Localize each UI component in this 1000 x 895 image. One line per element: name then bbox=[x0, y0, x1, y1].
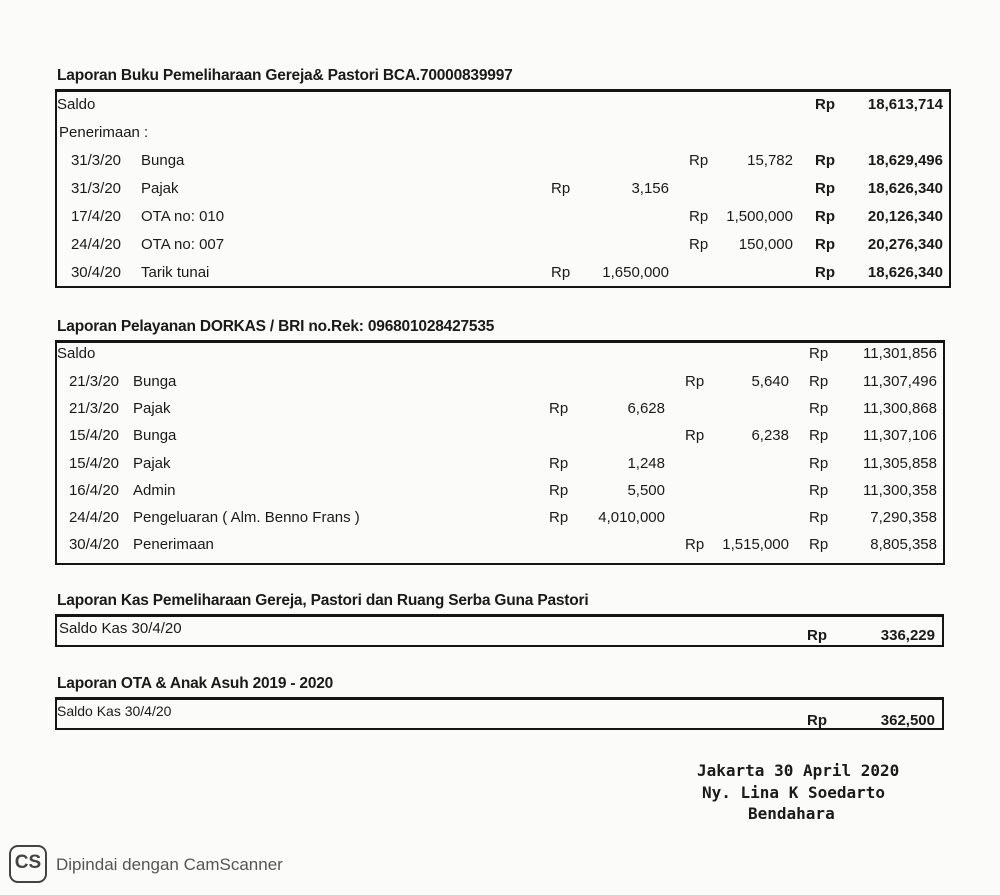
signature-role: Bendahara bbox=[748, 804, 835, 823]
credit-currency-cell: Rp bbox=[685, 427, 705, 445]
balance-currency-cell: Rp bbox=[809, 509, 829, 526]
debit-amount-cell: 3,156 bbox=[631, 180, 669, 197]
description-cell: Admin bbox=[133, 481, 176, 499]
table-row bbox=[57, 208, 949, 235]
balance-amount-cell: 7,290,358 bbox=[870, 509, 937, 526]
credit-currency-cell: Rp bbox=[689, 152, 709, 169]
debit-amount-cell: 1,248 bbox=[627, 454, 665, 472]
section1-saldo-row bbox=[57, 96, 949, 123]
description-cell: Pajak bbox=[141, 180, 179, 197]
table-row bbox=[57, 427, 943, 454]
table-row bbox=[57, 455, 943, 482]
credit-currency-cell: Rp bbox=[689, 236, 709, 253]
saldo-currency: Rp bbox=[809, 345, 829, 362]
section4-table bbox=[55, 697, 944, 730]
balance-amount-cell: 18,629,496 bbox=[867, 152, 943, 169]
date-cell: 15/4/20 bbox=[68, 427, 119, 445]
saldo-currency: Rp bbox=[807, 627, 827, 644]
debit-currency-cell: Rp bbox=[549, 481, 569, 499]
balance-amount-cell: 18,626,340 bbox=[867, 180, 943, 197]
table-row bbox=[57, 236, 949, 263]
section3-saldo-row bbox=[57, 620, 942, 647]
balance-amount-cell: 18,626,340 bbox=[867, 264, 943, 281]
signature-name: Ny. Lina K Soedarto bbox=[702, 783, 886, 802]
table-row bbox=[57, 536, 943, 563]
description-cell: Pengeluaran ( Alm. Benno Frans ) bbox=[133, 509, 360, 526]
debit-amount-cell: 5,500 bbox=[627, 481, 665, 499]
balance-currency-cell: Rp bbox=[815, 180, 835, 197]
description-cell: Pajak bbox=[133, 400, 171, 418]
description-cell: Tarik tunai bbox=[141, 264, 210, 281]
saldo-currency: Rp bbox=[815, 96, 835, 113]
date-cell: 24/4/20 bbox=[68, 509, 119, 526]
section2-table bbox=[55, 340, 945, 565]
debit-currency-cell: Rp bbox=[549, 509, 569, 526]
section1-table bbox=[55, 89, 951, 288]
balance-currency-cell: Rp bbox=[809, 400, 829, 418]
camscanner-watermark: Dipindai dengan CamScanner bbox=[56, 855, 283, 874]
section2-title: Laporan Pelayanan DORKAS / BRI no.Rek: 096801028427535 bbox=[57, 318, 495, 335]
saldo-kas-label: Saldo Kas 30/4/20 bbox=[57, 703, 172, 719]
balance-currency-cell: Rp bbox=[809, 536, 829, 554]
debit-amount-cell: 6,628 bbox=[627, 400, 665, 418]
credit-currency-cell: Rp bbox=[685, 373, 705, 390]
debit-currency-cell: Rp bbox=[549, 454, 569, 472]
saldo-currency: Rp bbox=[807, 712, 827, 729]
saldo-amount: 18,613,714 bbox=[867, 96, 943, 113]
description-cell: Bunga bbox=[133, 427, 177, 445]
balance-amount-cell: 11,307,106 bbox=[863, 427, 937, 445]
section4-saldo-row bbox=[57, 703, 942, 730]
table-row bbox=[57, 400, 943, 427]
description-cell: Bunga bbox=[141, 152, 185, 169]
table-row bbox=[57, 264, 949, 291]
balance-amount-cell: 11,307,496 bbox=[863, 373, 937, 390]
balance-amount-cell: 20,276,340 bbox=[867, 236, 943, 253]
description-cell: Bunga bbox=[133, 373, 177, 390]
balance-amount-cell: 11,305,858 bbox=[863, 454, 937, 472]
section3-table bbox=[55, 614, 944, 647]
balance-currency-cell: Rp bbox=[815, 264, 835, 281]
balance-amount-cell: 11,300,358 bbox=[863, 481, 937, 499]
credit-amount-cell: 1,500,000 bbox=[726, 208, 793, 225]
section1-title: Laporan Buku Pemeliharaan Gereja& Pastori BCA.70000839997 bbox=[57, 67, 513, 84]
balance-currency-cell: Rp bbox=[815, 236, 835, 253]
table-row bbox=[57, 482, 943, 509]
date-cell: 16/4/20 bbox=[68, 481, 119, 499]
debit-currency-cell: Rp bbox=[549, 400, 569, 418]
saldo-kas-label: Saldo Kas 30/4/20 bbox=[59, 620, 182, 637]
signature-place-date: Jakarta 30 April 2020 bbox=[697, 761, 900, 780]
credit-amount-cell: 1,515,000 bbox=[722, 536, 789, 554]
camscanner-logo-icon: CS bbox=[9, 845, 47, 883]
balance-currency-cell: Rp bbox=[815, 152, 835, 169]
saldo-amount: 11,301,856 bbox=[863, 345, 937, 362]
penerimaan-row bbox=[57, 124, 949, 151]
balance-currency-cell: Rp bbox=[809, 373, 829, 390]
saldo-label: Saldo bbox=[57, 96, 96, 113]
penerimaan-label: Penerimaan : bbox=[59, 124, 149, 141]
section2-saldo-row bbox=[57, 345, 943, 372]
description-cell: Penerimaan bbox=[133, 536, 214, 554]
balance-currency-cell: Rp bbox=[809, 454, 829, 472]
balance-amount-cell: 8,805,358 bbox=[870, 536, 937, 554]
section4-title: Laporan OTA & Anak Asuh 2019 - 2020 bbox=[57, 675, 334, 692]
table-row bbox=[57, 373, 943, 400]
date-cell: 21/3/20 bbox=[68, 400, 119, 418]
balance-amount-cell: 20,126,340 bbox=[867, 208, 943, 225]
saldo-label: Saldo bbox=[57, 345, 96, 362]
table-row bbox=[57, 509, 943, 536]
section3-title: Laporan Kas Pemeliharaan Gereja, Pastori dan Ruang Serba Guna Pastori bbox=[57, 592, 589, 609]
credit-amount-cell: 150,000 bbox=[738, 236, 793, 253]
description-cell: OTA no: 010 bbox=[141, 208, 225, 225]
date-cell: 30/4/20 bbox=[68, 536, 119, 554]
description-cell: Pajak bbox=[133, 454, 171, 472]
credit-amount-cell: 15,782 bbox=[747, 152, 793, 169]
debit-amount-cell: 4,010,000 bbox=[598, 509, 665, 526]
credit-amount-cell: 6,238 bbox=[751, 427, 789, 445]
date-cell: 21/3/20 bbox=[68, 373, 119, 390]
credit-currency-cell: Rp bbox=[689, 208, 709, 225]
credit-currency-cell: Rp bbox=[685, 536, 705, 554]
balance-currency-cell: Rp bbox=[815, 208, 835, 225]
table-row bbox=[57, 152, 949, 179]
date-cell: 30/4/20 bbox=[70, 264, 121, 281]
date-cell: 31/3/20 bbox=[70, 180, 121, 197]
date-cell: 31/3/20 bbox=[70, 152, 121, 169]
description-cell: OTA no: 007 bbox=[141, 236, 225, 253]
balance-currency-cell: Rp bbox=[809, 427, 829, 445]
debit-currency-cell: Rp bbox=[551, 264, 571, 281]
balance-currency-cell: Rp bbox=[809, 481, 829, 499]
saldo-amount: 336,229 bbox=[880, 627, 935, 644]
date-cell: 15/4/20 bbox=[68, 454, 119, 472]
debit-currency-cell: Rp bbox=[551, 180, 571, 197]
debit-amount-cell: 1,650,000 bbox=[602, 264, 669, 281]
saldo-amount: 362,500 bbox=[880, 712, 935, 729]
table-row bbox=[57, 180, 949, 207]
credit-amount-cell: 5,640 bbox=[751, 373, 789, 390]
date-cell: 17/4/20 bbox=[70, 208, 121, 225]
date-cell: 24/4/20 bbox=[70, 236, 121, 253]
balance-amount-cell: 11,300,868 bbox=[863, 400, 937, 418]
